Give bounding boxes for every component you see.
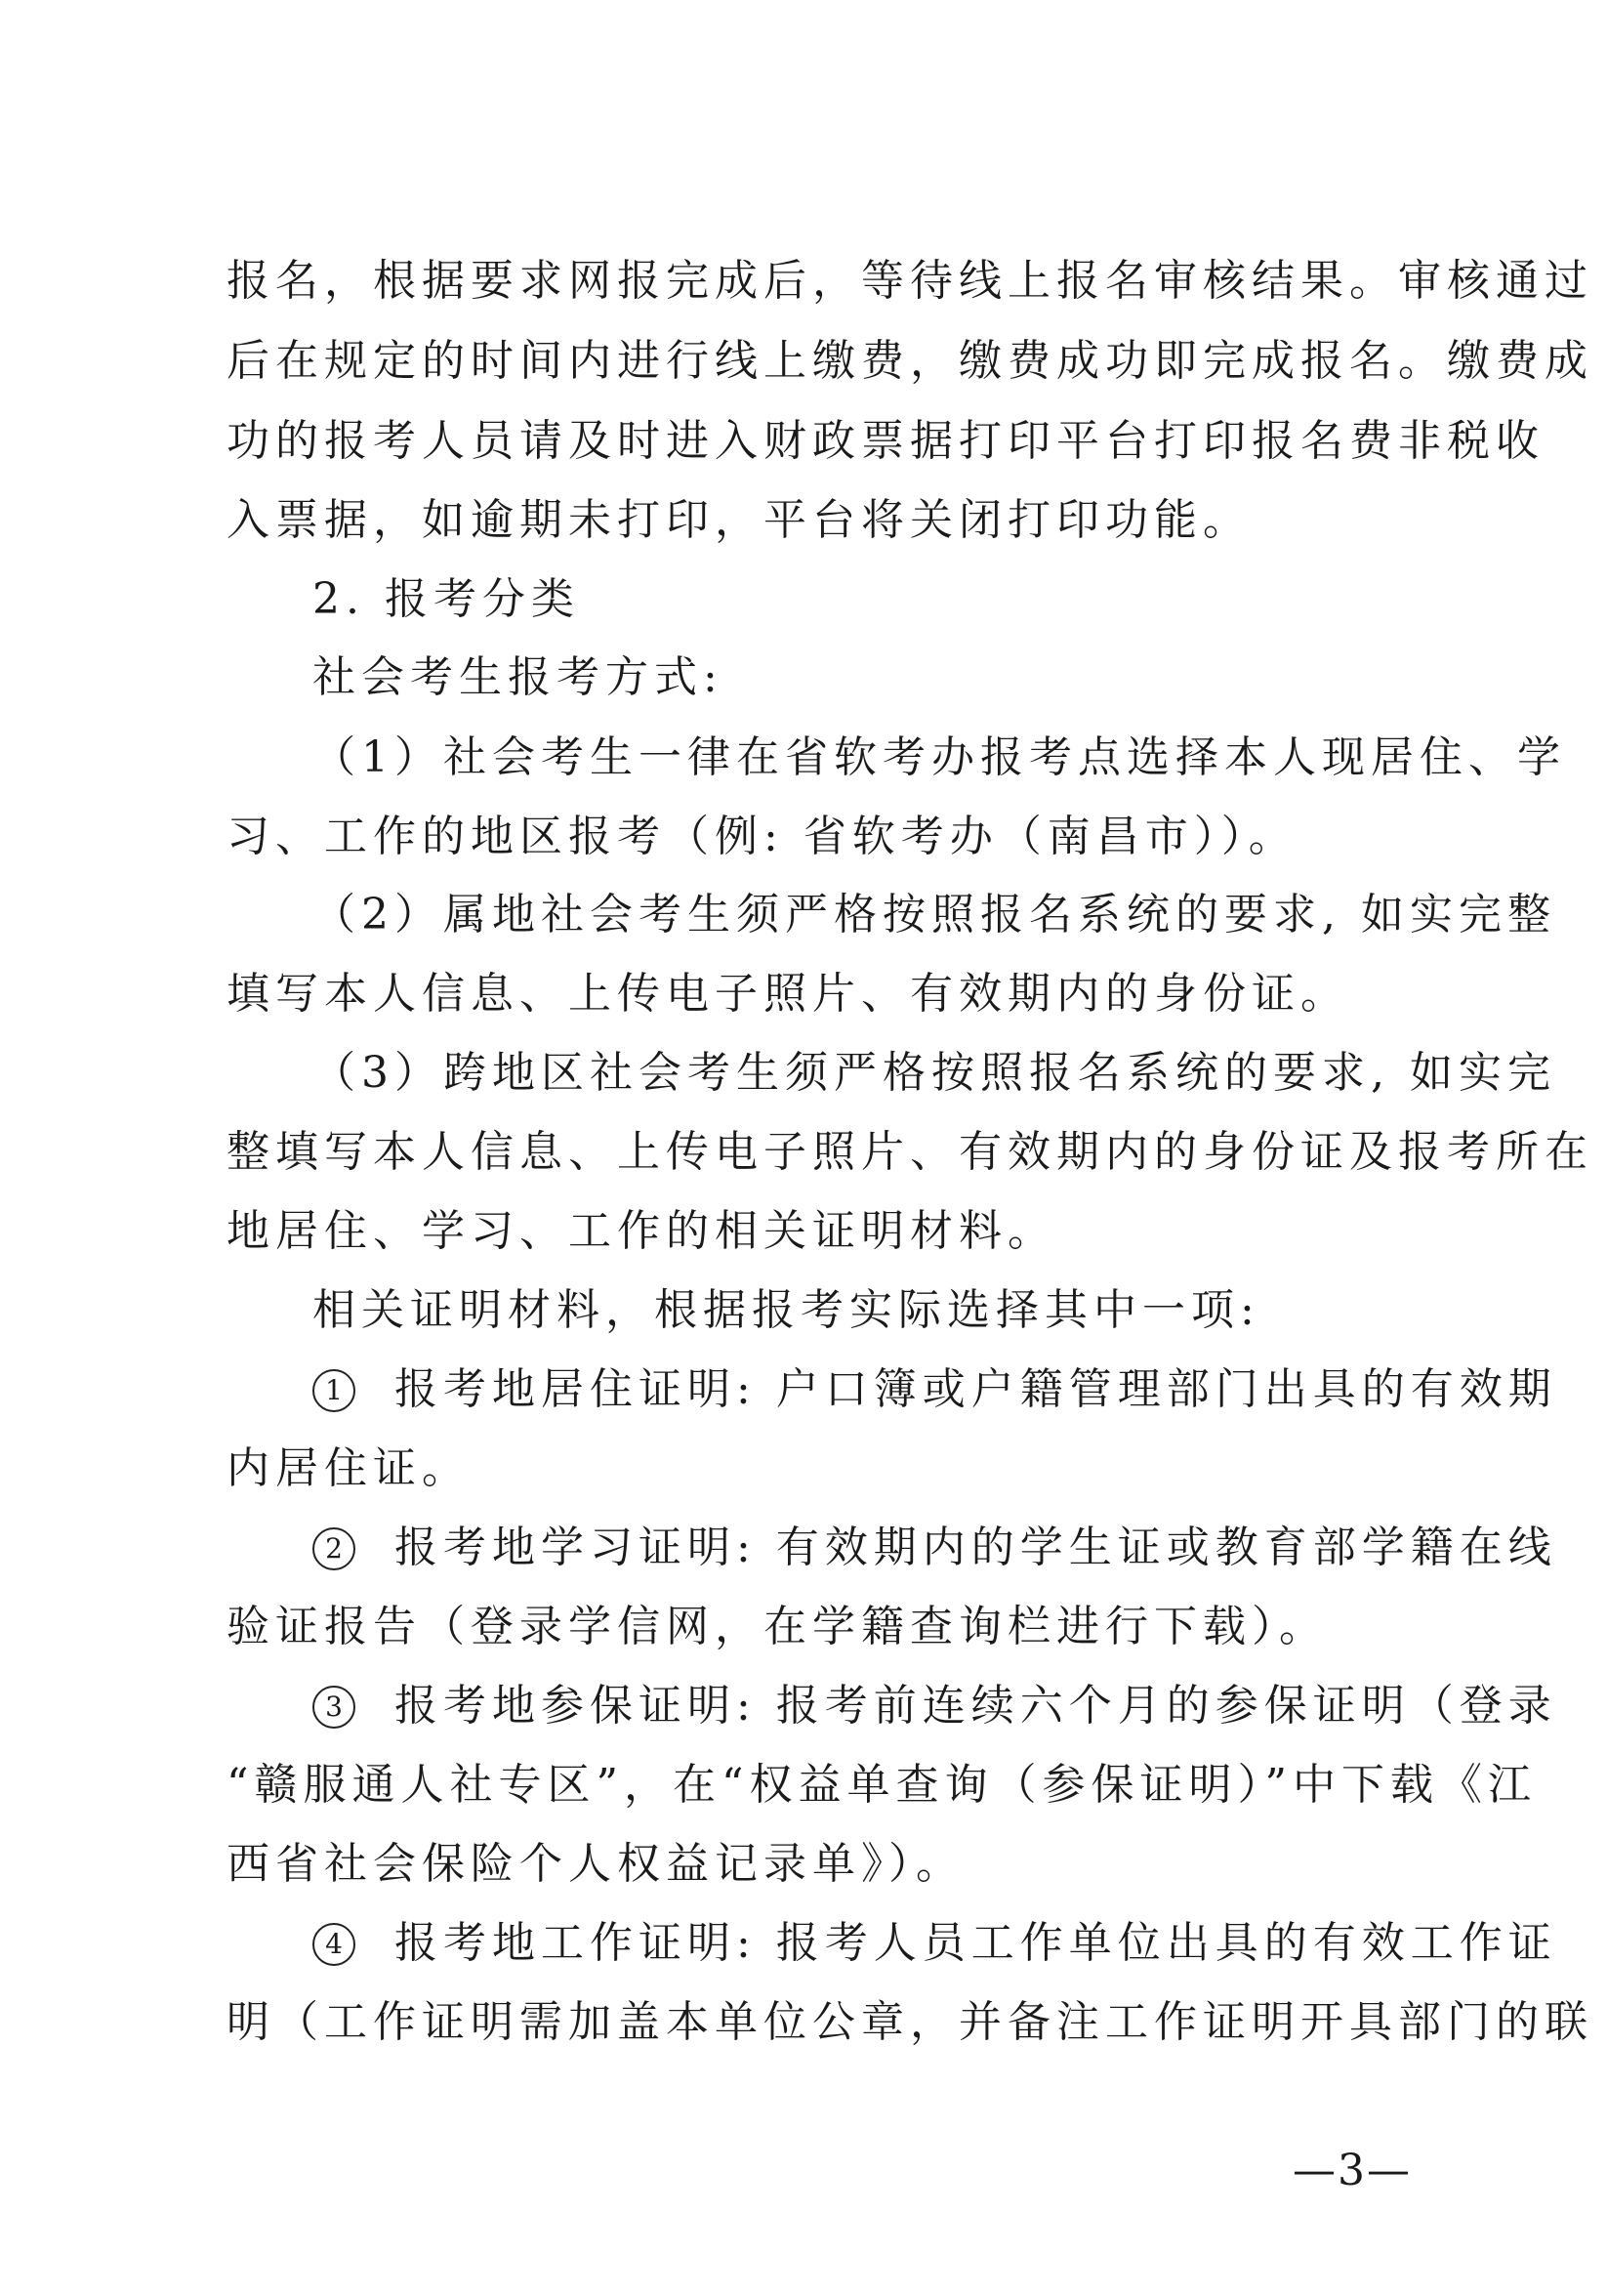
circled-number-marker: 1 [312,1369,355,1412]
list-item-text: 报考地学习证明: 有效期内的学生证或教育部学籍在线 [394,1523,1557,1572]
section-heading: 2. 报考分类 [312,574,580,624]
paragraph-line: 功的报考人员请及时进入财政票据打印平台打印报名费非税收 [227,416,1545,466]
list-item [312,1677,1557,1735]
paragraph-line: 地居住、学习、工作的相关证明材料。 [227,1206,1056,1256]
paragraph-line: 习、工作的地区报考（例: 省软考办（南昌市））。 [227,812,1298,861]
paragraph-line: “赣服通人社专区”，在“权益单查询（参保证明）”中下载《江 [227,1760,1537,1810]
circled-number-marker: 4 [312,1923,355,1966]
list-item-text: 报考地参保证明: 报考前连续六个月的参保证明（登录 [394,1681,1557,1731]
paragraph-line: 社会考生报考方式: [312,652,723,702]
list-item: （1）社会考生一律在省软考办报考点选择本人现居住、学 [312,732,1566,782]
paragraph-line: 填写本人信息、上传电子照片、有效期内的身份证。 [227,969,1349,1019]
paragraph-line: 相关证明材料，根据报考实际选择其中一项: [312,1285,1260,1335]
page-number: —3— [1293,2146,1412,2195]
list-item-text: 报考地居住证明: 户口簿或户籍管理部门出具的有效期 [394,1364,1557,1414]
circled-number-marker: 2 [312,1527,355,1570]
paragraph-line: 入票据，如逾期未打印，平台将关闭打印功能。 [227,495,1252,545]
paragraph-line: 验证报告（登录学信网，在学籍查询栏进行下载）。 [227,1602,1328,1651]
paragraph-line: 西省社会保险个人权益记录单》）。 [227,1839,965,1889]
paragraph-line: 后在规定的时间内进行线上缴费，缴费成功即完成报名。缴费成 [227,336,1593,386]
list-item [312,1519,1557,1577]
paragraph-line: 内居住证。 [227,1443,471,1493]
circled-number-marker: 3 [312,1686,355,1729]
list-item-text: 报考地工作证明: 报考人员工作单位出具的有效工作证 [394,1918,1557,1968]
paragraph-line: 报名，根据要求网报完成后，等待线上报名审核结果。审核通过 [227,256,1593,306]
paragraph-line: 整填写本人信息、上传电子照片、有效期内的身份证及报考所在 [227,1127,1593,1177]
paragraph-line: 明（工作证明需加盖本单位公章，并备注工作证明开具部门的联 [227,1997,1593,2047]
list-item: （2）属地社会考生须严格按照报名系统的要求, 如实完整 [312,890,1556,939]
list-item [312,1360,1557,1419]
list-item [312,1914,1557,1973]
list-item: （3）跨地区社会考生须严格按照报名系统的要求, 如实完 [312,1048,1556,1098]
